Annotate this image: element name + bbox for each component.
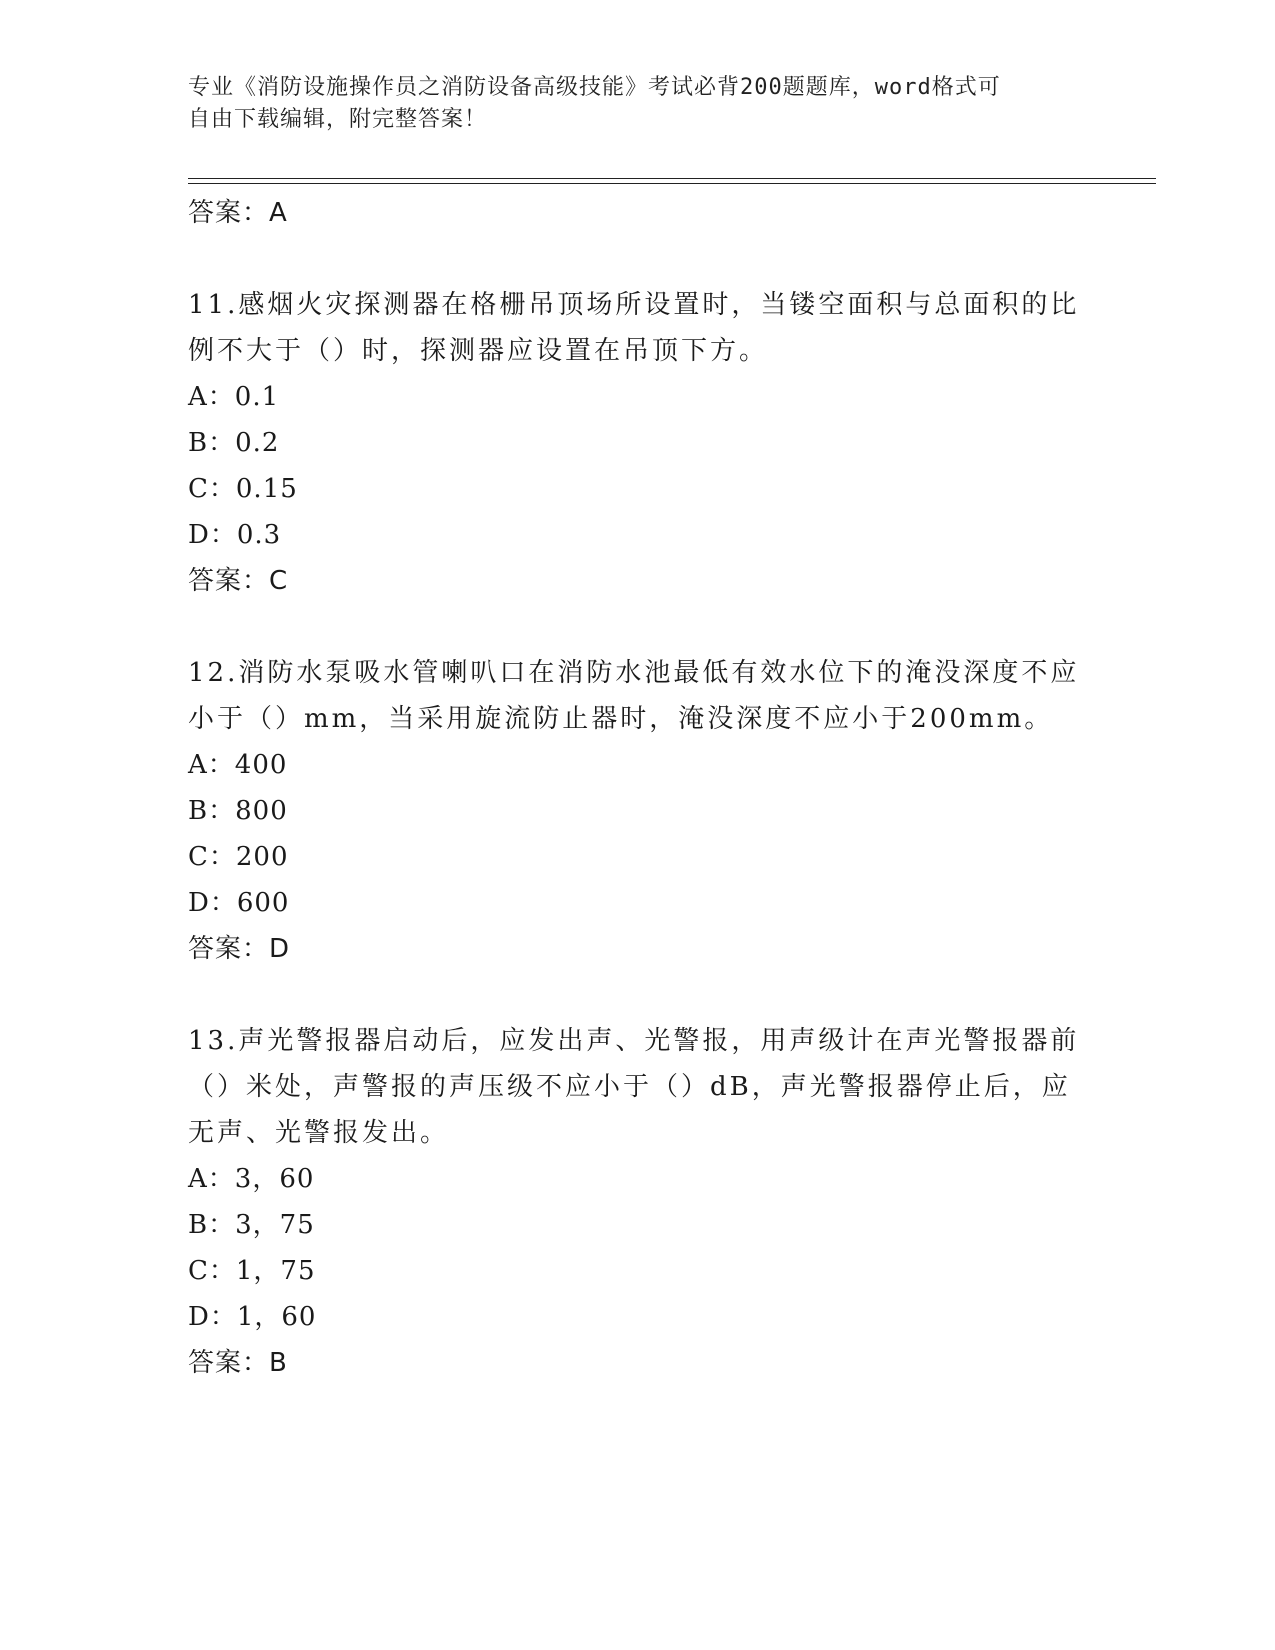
option-d: D：600 <box>188 888 290 918</box>
option-a: A：3，60 <box>188 1164 315 1194</box>
spacer <box>188 236 1088 282</box>
header-line-1: 专业《消防设施操作员之消防设备高级技能》考试必背200题题库，word格式可 <box>188 75 1001 100</box>
option-a: A：400 <box>188 750 288 780</box>
stem-line: 无声、光警报发出。 <box>188 1118 450 1148</box>
stem-line: （）米处，声警报的声压级不应小于（）dB，声光警报器停止后，应 <box>188 1072 1071 1102</box>
spacer <box>188 604 1088 650</box>
option-d: D：0.3 <box>188 520 282 550</box>
question-list <box>188 190 1088 1386</box>
option-b: B：0.2 <box>188 428 280 458</box>
header-rule-top <box>188 178 1156 179</box>
question-12 <box>188 650 1088 972</box>
option-d: D：1，60 <box>188 1302 317 1332</box>
answer: 答案：D <box>188 934 291 964</box>
header-rule-bottom <box>188 183 1156 184</box>
question-13 <box>188 1018 1088 1386</box>
option-a: A：0.1 <box>188 382 280 412</box>
stem-line: 例不大于（）时，探测器应设置在吊顶下方。 <box>188 336 769 366</box>
stem-line: 小于（）mm，当采用旋流防止器时，淹没深度不应小于200mm。 <box>188 704 1054 734</box>
question-stem <box>188 282 1088 374</box>
question-stem <box>188 650 1088 742</box>
answer: 答案：C <box>188 566 289 596</box>
option-c: C：1，75 <box>188 1256 316 1286</box>
stem-line: 11.感烟火灾探测器在格栅吊顶场所设置时，当镂空面积与总面积的比 <box>188 290 1080 320</box>
answer: 答案：B <box>188 1348 288 1378</box>
stem-line: 13.声光警报器启动后，应发出声、光警报，用声级计在声光警报器前 <box>188 1026 1080 1056</box>
question-stem <box>188 1018 1088 1156</box>
option-b: B：800 <box>188 796 288 826</box>
option-c: C：0.15 <box>188 474 298 504</box>
document-header <box>188 72 1068 136</box>
spacer <box>188 972 1088 1018</box>
option-c: C：200 <box>188 842 289 872</box>
stem-line: 12.消防水泵吸水管喇叭口在消防水池最低有效水位下的淹没深度不应 <box>188 658 1080 688</box>
option-b: B：3，75 <box>188 1210 315 1240</box>
question-11 <box>188 282 1088 604</box>
header-line-2: 自由下载编辑，附完整答案！ <box>188 107 488 132</box>
previous-answer: 答案：A <box>188 198 288 228</box>
